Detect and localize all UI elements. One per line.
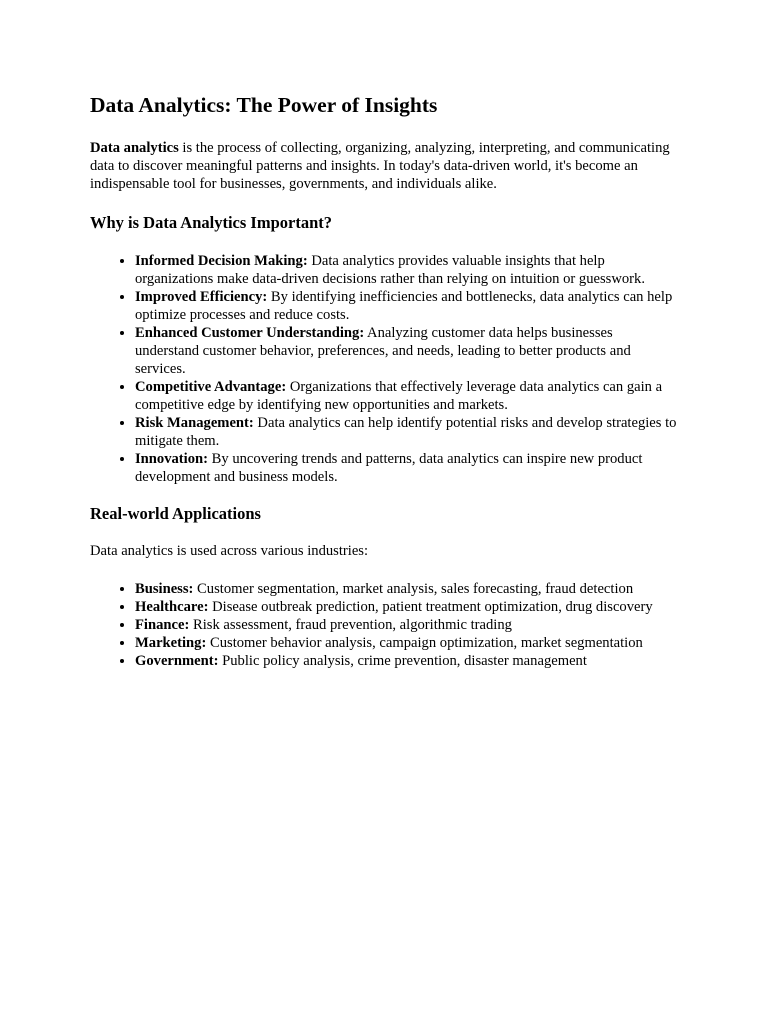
- list-item-term: Improved Efficiency:: [135, 288, 268, 305]
- list-item-term: Innovation:: [135, 450, 208, 467]
- list-item-term: Competitive Advantage:: [135, 378, 287, 395]
- list-item-text: By uncovering trends and patterns, data analytics can inspire new product development and business models.: [135, 450, 643, 485]
- list-item: [135, 378, 678, 414]
- list-item: [135, 616, 678, 634]
- list-item-text: Disease outbreak prediction, patient treatment optimization, drug discovery: [208, 599, 653, 616]
- list-item-term: Marketing:: [135, 635, 207, 652]
- list-item: [135, 324, 678, 378]
- importance-heading: Why is Data Analytics Important?: [90, 212, 333, 232]
- applications-intro: Data analytics is used across various industries:: [90, 543, 369, 560]
- list-item-text: Public policy analysis, crime prevention, disaster management: [218, 653, 587, 670]
- list-item-text: By identifying inefficiencies and bottlenecks, data analytics can help optimize processes and reduce costs.: [135, 288, 673, 323]
- applications-list: [90, 580, 678, 670]
- list-item-term: Enhanced Customer Understanding:: [135, 324, 365, 341]
- list-item-term: Finance:: [135, 617, 190, 634]
- page-title: Data Analytics: The Power of Insights: [90, 93, 438, 117]
- list-item: [135, 652, 678, 670]
- list-item: [135, 598, 678, 616]
- list-item-text: Analyzing customer data helps businesses understand customer behavior, preferences, and needs, leading to better products and services.: [135, 324, 631, 377]
- intro-paragraph: [90, 139, 678, 193]
- list-item-term: Healthcare:: [135, 599, 209, 616]
- list-item-text: Data analytics provides valuable insights that help organizations make data-driven decisions rather than relying on intuition or guesswork.: [135, 252, 645, 287]
- list-item-term: Business:: [135, 581, 194, 598]
- list-item-text: Risk assessment, fraud prevention, algorithmic trading: [189, 617, 512, 634]
- list-item: [135, 634, 678, 652]
- list-item-term: Informed Decision Making:: [135, 252, 308, 269]
- list-item: [135, 288, 678, 324]
- list-item: [135, 252, 678, 288]
- applications-heading: Real-world Applications: [90, 503, 261, 523]
- list-item-text: Data analytics can help identify potential risks and develop strategies to mitigate them.: [135, 414, 677, 449]
- list-item-term: Government:: [135, 653, 219, 670]
- list-item-text: Customer behavior analysis, campaign optimization, market segmentation: [206, 635, 643, 652]
- list-item: [135, 450, 678, 486]
- list-item-term: Risk Management:: [135, 414, 254, 431]
- intro-text: is the process of collecting, organizing, analyzing, interpreting, and communicating data to discover meaningful patterns and insights. In today's data-driven world, it's become an indispensable tool for businesses, governments, and individuals alike.: [90, 139, 670, 192]
- list-item: [135, 580, 678, 598]
- intro-term: Data analytics: [90, 139, 179, 156]
- list-item-text: Organizations that effectively leverage data analytics can gain a competitive edge by identifying new opportunities and markets.: [135, 378, 663, 413]
- list-item: [135, 414, 678, 450]
- list-item-text: Customer segmentation, market analysis, sales forecasting, fraud detection: [193, 581, 634, 598]
- importance-list: [90, 252, 678, 486]
